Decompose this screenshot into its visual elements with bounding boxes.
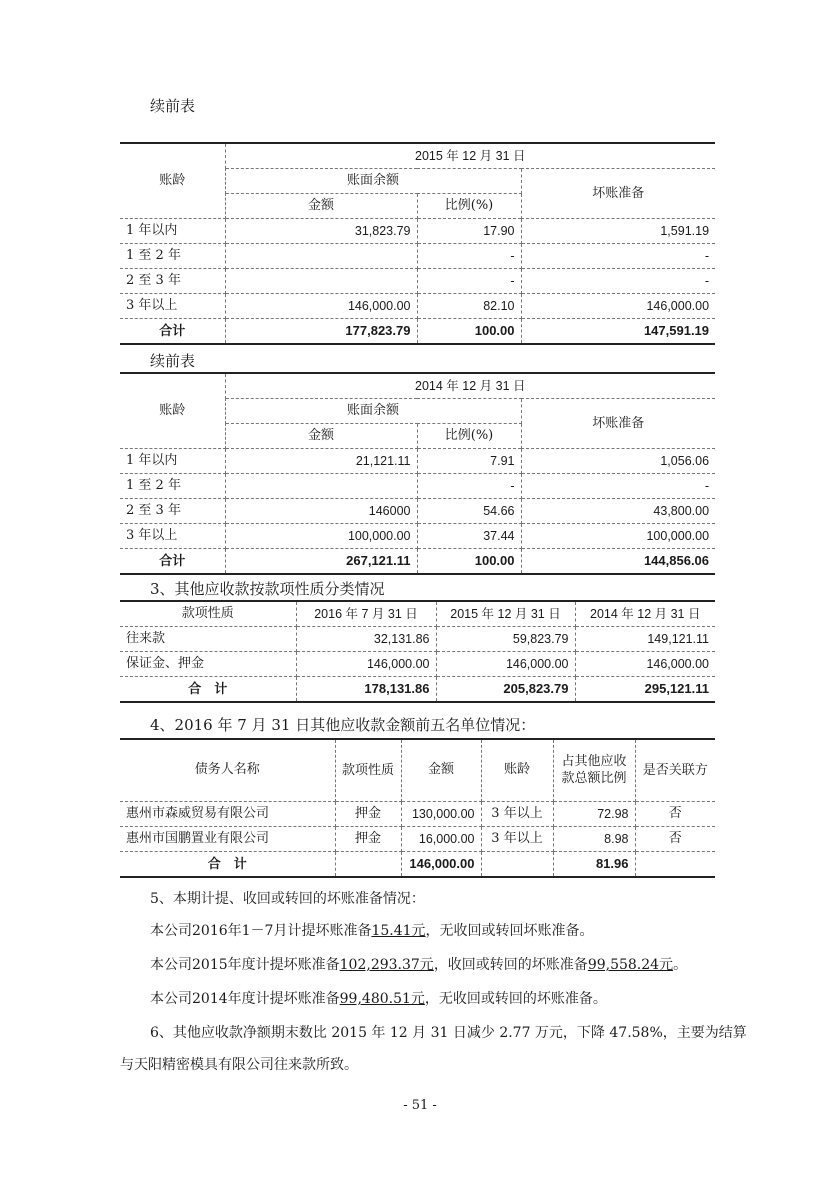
aging-header: 账龄 xyxy=(481,739,553,801)
table-row: 1 年以内 21,121.11 7.91 1,056.06 xyxy=(120,449,715,474)
ratio-header: 比例(%) xyxy=(417,424,521,449)
balance-header: 账面余额 xyxy=(225,399,521,424)
continued-label-2: 续前表 xyxy=(150,352,196,370)
total-row: 合 计 178,131.86 205,823.79 295,121.11 xyxy=(120,677,715,703)
date-2015-header: 2015 年 12 月 31 日 xyxy=(436,601,575,627)
section3-title: 3、其他应收款按款项性质分类情况 xyxy=(150,580,385,598)
date-2014-header: 2014 年 12 月 31 日 xyxy=(575,601,715,627)
continued-label: 续前表 xyxy=(150,97,196,115)
ratio-header: 占其他应收款总额比例 xyxy=(553,739,635,801)
section6-line-2: 与天阳精密模具有限公司往来款所致。 xyxy=(120,1057,358,1073)
date-header: 2014 年 12 月 31 日 xyxy=(225,373,715,399)
nature-header: 款项性质 xyxy=(335,739,401,801)
section5-paragraph-3: 本公司2014年度计提坏账准备99,480.51元，无收回或转回的坏账准备。 xyxy=(150,991,607,1007)
provision-header: 坏账准备 xyxy=(521,399,715,449)
page-number: - 51 - xyxy=(403,1098,437,1113)
table-row: 惠州市森威贸易有限公司 押金 130,000.00 3 年以上 72.98 否 xyxy=(120,801,715,826)
table-row: 惠州市国鹏置业有限公司 押金 16,000.00 3 年以上 8.98 否 xyxy=(120,826,715,851)
date-header: 2015 年 12 月 31 日 xyxy=(225,143,715,169)
table-row: 3 年以上 146,000.00 82.10 146,000.00 xyxy=(120,294,715,319)
ratio-header: 比例(%) xyxy=(417,194,521,219)
table-row: 1 至 2 年 - - xyxy=(120,474,715,499)
nature-table xyxy=(120,600,715,703)
section5-paragraph-2: 本公司2015年度计提坏账准备102,293.37元，收回或转回的坏账准备99,558.24元。 xyxy=(150,957,688,973)
provision-header: 坏账准备 xyxy=(521,169,715,219)
table-row: 1 年以内 31,823.79 17.90 1,591.19 xyxy=(120,219,715,244)
date-2016-header: 2016 年 7 月 31 日 xyxy=(296,601,436,627)
section6-line-1: 6、其他应收款净额期末数比 2015 年 12 月 31 日减少 2.77 万元，下降 47.58%，主要为结算 xyxy=(150,1025,747,1041)
balance-header: 账面余额 xyxy=(225,169,521,194)
aging-table-2015 xyxy=(120,142,715,345)
section5-paragraph-1: 本公司2016年1－7月计提坏账准备15.41元，无收回或转回坏账准备。 xyxy=(150,923,594,939)
aging-table-2014 xyxy=(120,372,715,575)
amount-header: 金额 xyxy=(401,739,481,801)
table-row: 2 至 3 年 - - xyxy=(120,269,715,294)
nature-header: 款项性质 xyxy=(120,601,296,627)
aging-header: 账龄 xyxy=(120,373,225,449)
table-row: 1 至 2 年 - - xyxy=(120,244,715,269)
amount-header: 金额 xyxy=(225,194,417,219)
table-row: 往来款 32,131.86 59,823.79 149,121.11 xyxy=(120,627,715,652)
total-row: 合 计 146,000.00 81.96 xyxy=(120,851,715,877)
top-debtors-table xyxy=(120,738,715,878)
total-row: 合计 177,823.79 100.00 147,591.19 xyxy=(120,319,715,345)
amount-header: 金额 xyxy=(225,424,417,449)
related-header: 是否关联方 xyxy=(635,739,715,801)
section5-title: 5、本期计提、收回或转回的坏账准备情况： xyxy=(150,891,425,907)
table-row: 2 至 3 年 146000 54.66 43,800.00 xyxy=(120,499,715,524)
table-row: 保证金、押金 146,000.00 146,000.00 146,000.00 xyxy=(120,652,715,677)
total-row: 合计 267,121.11 100.00 144,856.06 xyxy=(120,549,715,575)
table-row: 3 年以上 100,000.00 37.44 100,000.00 xyxy=(120,524,715,549)
aging-header: 账龄 xyxy=(120,143,225,219)
debtor-header: 债务人名称 xyxy=(120,739,335,801)
section4-title: 4、2016 年 7 月 31 日其他应收款金额前五名单位情况： xyxy=(150,716,536,734)
